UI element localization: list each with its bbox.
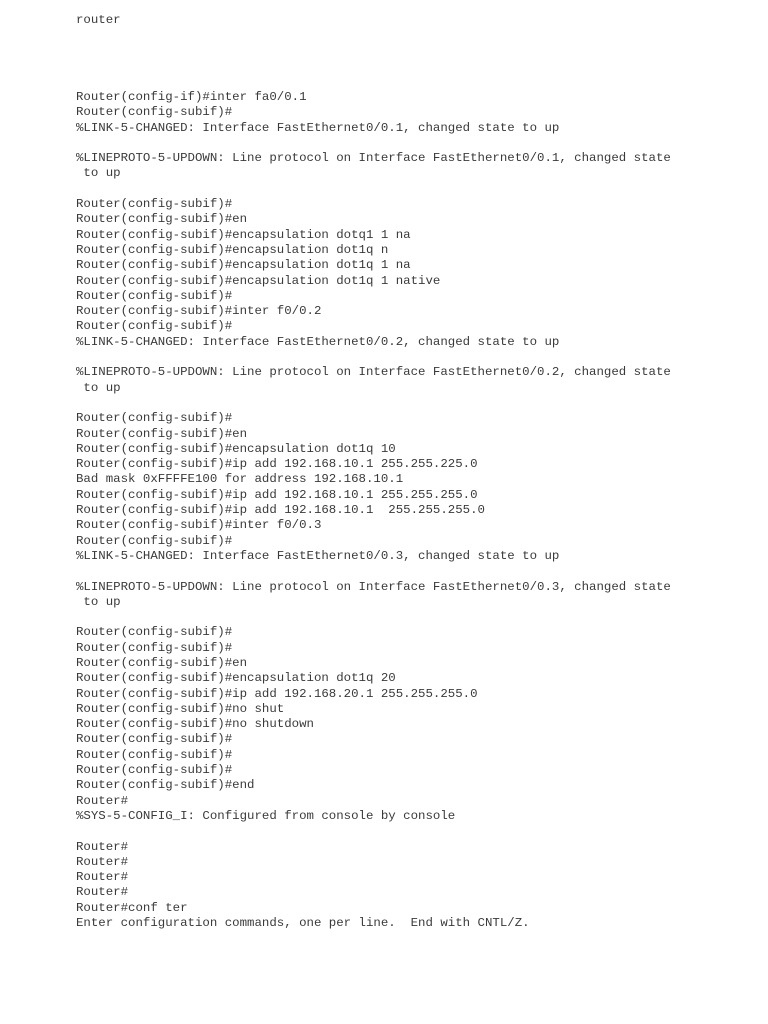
console-line: Router# bbox=[76, 854, 129, 869]
console-line: %LINEPROTO-5-UPDOWN: Line protocol on Interface FastEthernet0/0.3, changed state bbox=[76, 579, 671, 594]
document-title: router bbox=[76, 13, 121, 27]
console-line: Router(config-subif)# bbox=[76, 747, 233, 762]
console-line: Router(config-subif)# bbox=[76, 105, 233, 120]
console-line: Router(config-subif)#encapsulation dot1q 20 bbox=[76, 671, 396, 686]
console-log bbox=[76, 90, 736, 931]
console-line: Router(config-subif)# bbox=[76, 411, 233, 426]
blank-line bbox=[76, 564, 736, 579]
console-line: Bad mask 0xFFFFE100 for address 192.168.10.1 bbox=[76, 472, 404, 487]
console-line: Router# bbox=[76, 839, 129, 854]
console-line: Router(config-subif)# bbox=[76, 640, 233, 655]
console-line: Router(config-subif)# bbox=[76, 533, 233, 548]
console-line: to up bbox=[76, 166, 121, 181]
console-line: %SYS-5-CONFIG_I: Configured from console by console bbox=[76, 808, 456, 823]
console-line: Router# bbox=[76, 870, 129, 885]
console-line: %LINEPROTO-5-UPDOWN: Line protocol on Interface FastEthernet0/0.2, changed state bbox=[76, 365, 671, 380]
console-line: Router(config-subif)#en bbox=[76, 655, 248, 670]
console-line: Router(config-if)#inter fa0/0.1 bbox=[76, 90, 307, 104]
blank-line bbox=[76, 350, 736, 365]
console-line: Router(config-subif)#ip add 192.168.20.1 255.255.255.0 bbox=[76, 686, 478, 701]
console-line: Router#conf ter bbox=[76, 900, 188, 915]
console-line: Router(config-subif)#inter f0/0.3 bbox=[76, 518, 322, 533]
console-line: Router(config-subif)#encapsulation dot1q n bbox=[76, 242, 389, 257]
console-line: Router(config-subif)#encapsulation dot1q 1 na bbox=[76, 258, 411, 273]
console-line: Router(config-subif)#no shut bbox=[76, 701, 285, 716]
console-line: %LINK-5-CHANGED: Interface FastEthernet0/0.1, changed state to up bbox=[76, 120, 560, 135]
console-line: Router(config-subif)# bbox=[76, 197, 233, 212]
console-line: Router# bbox=[76, 885, 129, 900]
console-line: Router# bbox=[76, 793, 129, 808]
console-line: Router(config-subif)#en bbox=[76, 212, 248, 227]
console-line: Router(config-subif)# bbox=[76, 319, 233, 334]
blank-line bbox=[76, 610, 736, 625]
console-line: Router(config-subif)#inter f0/0.2 bbox=[76, 304, 322, 319]
blank-line bbox=[76, 182, 736, 197]
console-line: Router(config-subif)#encapsulation dot1q 10 bbox=[76, 441, 396, 456]
console-line: Router(config-subif)#end bbox=[76, 778, 255, 793]
console-line: Router(config-subif)# bbox=[76, 625, 233, 640]
console-line: Router(config-subif)# bbox=[76, 288, 233, 303]
console-line: Router(config-subif)# bbox=[76, 732, 233, 747]
console-line: Router(config-subif)#ip add 192.168.10.1 255.255.255.0 bbox=[76, 487, 478, 502]
console-line: Router(config-subif)#ip add 192.168.10.1 255.255.225.0 bbox=[76, 457, 478, 472]
console-line: %LINEPROTO-5-UPDOWN: Line protocol on Interface FastEthernet0/0.1, changed state bbox=[76, 151, 671, 166]
console-line: to up bbox=[76, 380, 121, 395]
console-line: Enter configuration commands, one per line. End with CNTL/Z. bbox=[76, 916, 530, 931]
console-line: Router(config-subif)#ip add 192.168.10.1 255.255.255.0 bbox=[76, 503, 485, 518]
console-line: Router(config-subif)# bbox=[76, 763, 233, 778]
blank-line bbox=[76, 824, 736, 839]
blank-line bbox=[76, 396, 736, 411]
console-line: Router(config-subif)#encapsulation dot1q 1 native bbox=[76, 273, 441, 288]
console-line: Router(config-subif)#encapsulation dotq1 1 na bbox=[76, 227, 411, 242]
console-line: Router(config-subif)#en bbox=[76, 426, 248, 441]
console-line: %LINK-5-CHANGED: Interface FastEthernet0/0.3, changed state to up bbox=[76, 548, 560, 563]
console-line: to up bbox=[76, 594, 121, 609]
console-line: %LINK-5-CHANGED: Interface FastEthernet0/0.2, changed state to up bbox=[76, 334, 560, 349]
blank-line bbox=[76, 136, 736, 151]
console-line: Router(config-subif)#no shutdown bbox=[76, 717, 314, 732]
